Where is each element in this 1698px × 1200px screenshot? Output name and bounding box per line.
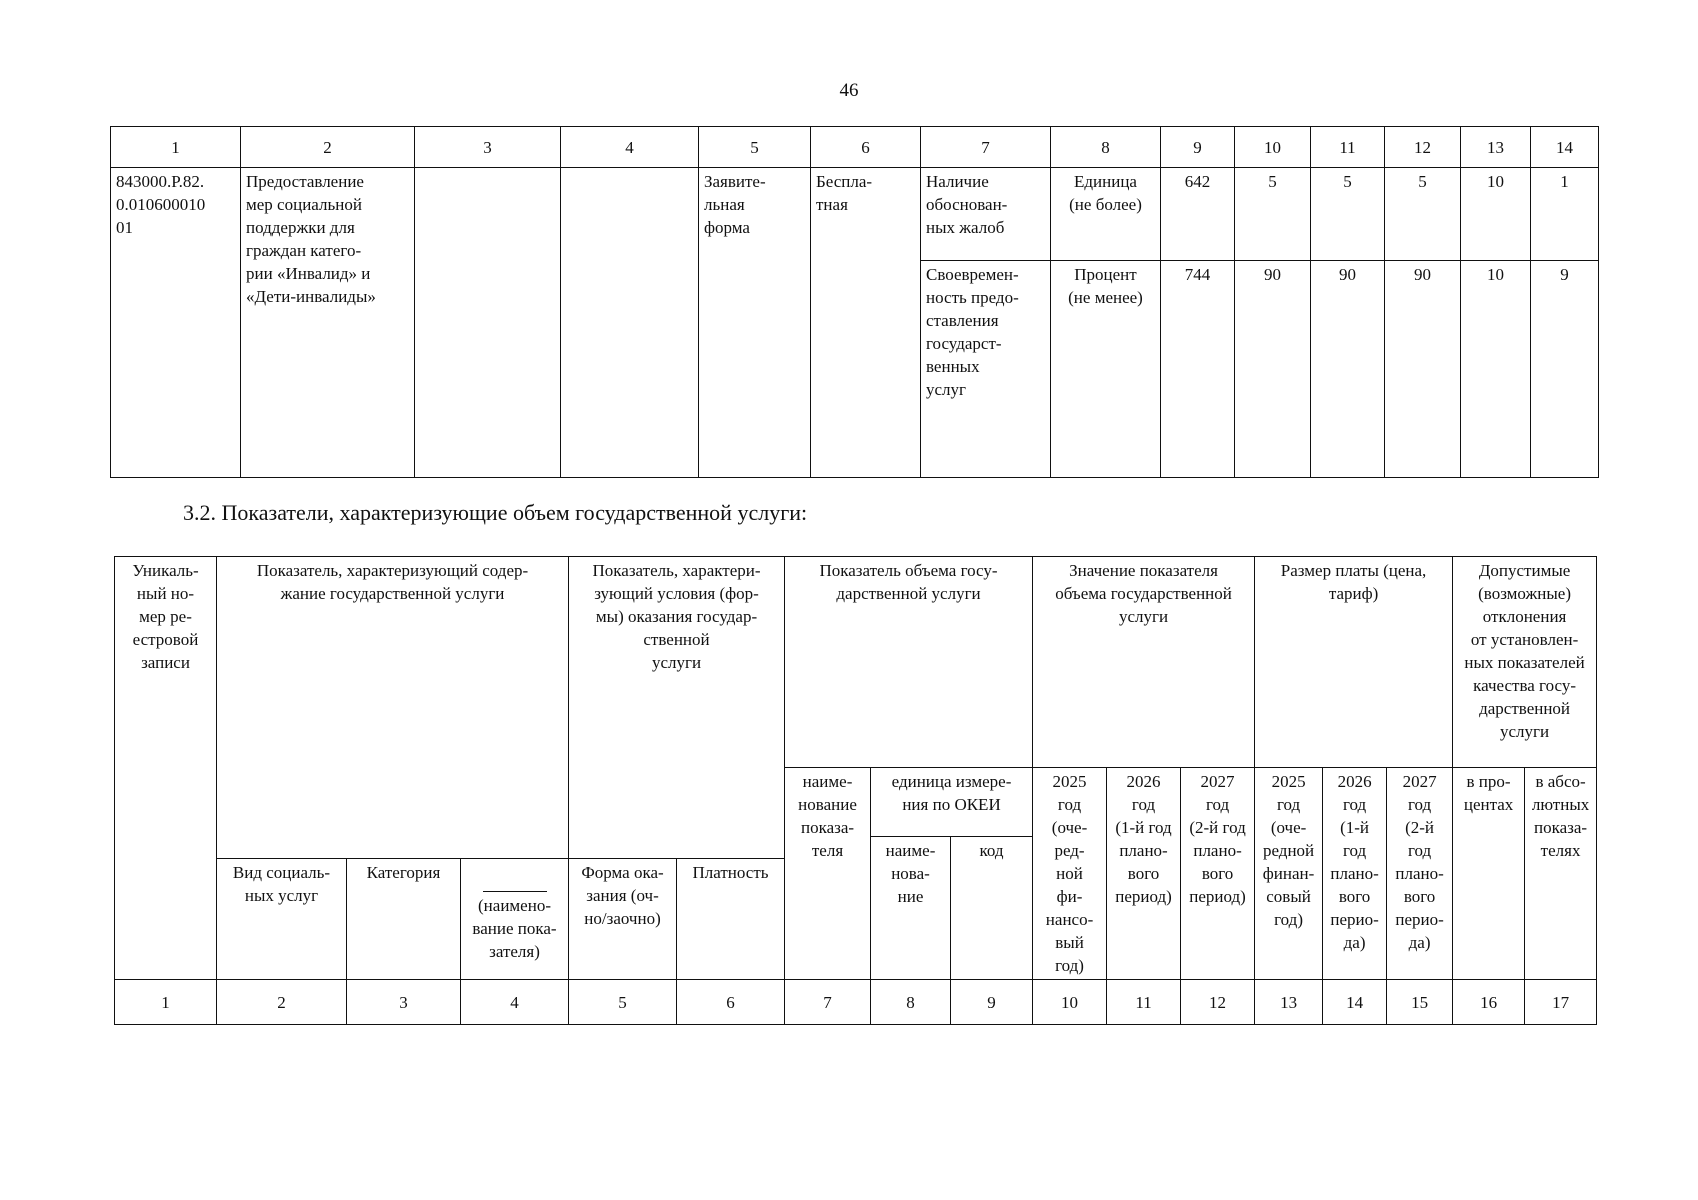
header-conditions-indicator: Показатель, характери- зующий условия (фор- мы) оказания государ- ственной услуги (569, 557, 785, 859)
col-number: 13 (1255, 980, 1323, 1025)
col-number: 15 (1387, 980, 1453, 1025)
okei-code: 642 (1161, 168, 1235, 261)
col-number: 14 (1323, 980, 1387, 1025)
header-indicator-blank-label: (наимено- вание пока- зателя) (472, 896, 557, 961)
column-number-row (115, 980, 1597, 1025)
unit: Единица (не более) (1051, 168, 1161, 261)
empty-cell (415, 168, 561, 478)
value-2026: 90 (1311, 261, 1385, 478)
header-fee-2027: 2027 год (2-й год плано- вого перио- да) (1387, 768, 1453, 980)
header-deviation: Допустимые (возможные) отклонения от установлен- ных показателей качества госу- дарственной услуги (1453, 557, 1597, 768)
header-fee: Размер платы (цена, тариф) (1255, 557, 1453, 768)
value-2025: 5 (1235, 168, 1311, 261)
col-number: 6 (811, 127, 921, 168)
header-unit-code: код (951, 837, 1033, 980)
header-value-2027: 2027 год (2-й год плано- вого период) (1181, 768, 1255, 980)
header-unique-number: Уникаль- ный но- мер ре- естровой записи (115, 557, 217, 980)
col-number: 11 (1311, 127, 1385, 168)
col-number: 3 (415, 127, 561, 168)
registry-number: 843000.Р.82. 0.010600010 01 (111, 168, 241, 478)
header-deviation-absolute: в абсо- лютных показа- телях (1525, 768, 1597, 980)
header-payment: Платность (677, 859, 785, 980)
col-number: 3 (347, 980, 461, 1025)
header-fee-2025: 2025 год (оче- редной финан- совый год) (1255, 768, 1323, 980)
col-number: 5 (569, 980, 677, 1025)
deviation-percent: 10 (1461, 261, 1531, 478)
header-service-form: Форма ока- зания (оч- но/заочно) (569, 859, 677, 980)
indicator-name: Своевремен- ность предо- ставления государст- венных услуг (921, 261, 1051, 478)
header-fee-2026: 2026 год (1-й год плано- вого перио- да) (1323, 768, 1387, 980)
header-content-indicator: Показатель, характеризующий содер- жание государственной услуги (217, 557, 569, 859)
col-number: 7 (921, 127, 1051, 168)
service-form: Заявите- льная форма (699, 168, 811, 478)
col-number: 10 (1033, 980, 1107, 1025)
quality-indicators-table (110, 126, 1599, 478)
col-number: 1 (111, 127, 241, 168)
blank-line (483, 891, 547, 892)
col-number: 5 (699, 127, 811, 168)
service-payment: Беспла- тная (811, 168, 921, 478)
header-volume-indicator: Показатель объема госу- дарственной услуги (785, 557, 1033, 768)
value-2027: 5 (1385, 168, 1461, 261)
value-2025: 90 (1235, 261, 1311, 478)
col-number: 17 (1525, 980, 1597, 1025)
col-number: 16 (1453, 980, 1525, 1025)
indicator-name: Наличие обоснован- ных жалоб (921, 168, 1051, 261)
header-value-2025: 2025 год (оче- ред- ной фи- нансо- вый год) (1033, 768, 1107, 980)
deviation-absolute: 9 (1531, 261, 1599, 478)
volume-indicators-table (114, 556, 1597, 1025)
col-number: 11 (1107, 980, 1181, 1025)
deviation-absolute: 1 (1531, 168, 1599, 261)
okei-code: 744 (1161, 261, 1235, 478)
col-number: 2 (241, 127, 415, 168)
table-row (111, 168, 1599, 261)
section-title: 3.2. Показатели, характеризующие объем государственной услуги: (183, 500, 808, 525)
col-number: 12 (1385, 127, 1461, 168)
page-number: 46 (839, 80, 859, 101)
service-name: Предоставление мер социальной поддержки для граждан катего- рии «Инвалид» и «Дети-инвалиды» (241, 168, 415, 478)
col-number: 7 (785, 980, 871, 1025)
header-unit-name: наиме- нова- ние (871, 837, 951, 980)
col-number: 14 (1531, 127, 1599, 168)
deviation-percent: 10 (1461, 168, 1531, 261)
header-value-2026: 2026 год (1-й год плано- вого период) (1107, 768, 1181, 980)
col-number: 6 (677, 980, 785, 1025)
header-category: Категория (347, 859, 461, 980)
col-number: 13 (1461, 127, 1531, 168)
column-number-row (111, 127, 1599, 168)
header-indicator-blank (461, 859, 569, 980)
col-number: 10 (1235, 127, 1311, 168)
value-2027: 90 (1385, 261, 1461, 478)
header-row (115, 557, 1597, 768)
col-number: 2 (217, 980, 347, 1025)
header-indicator-name: наиме- нование показа- теля (785, 768, 871, 980)
header-unit-okei: единица измере- ния по ОКЕИ (871, 768, 1033, 837)
col-number: 9 (951, 980, 1033, 1025)
col-number: 8 (1051, 127, 1161, 168)
header-deviation-percent: в про- центах (1453, 768, 1525, 980)
header-indicator-value: Значение показателя объема государственной услуги (1033, 557, 1255, 768)
col-number: 9 (1161, 127, 1235, 168)
col-number: 4 (561, 127, 699, 168)
header-service-type: Вид социаль- ных услуг (217, 859, 347, 980)
col-number: 1 (115, 980, 217, 1025)
col-number: 8 (871, 980, 951, 1025)
col-number: 4 (461, 980, 569, 1025)
empty-cell (561, 168, 699, 478)
unit: Процент (не менее) (1051, 261, 1161, 478)
col-number: 12 (1181, 980, 1255, 1025)
value-2026: 5 (1311, 168, 1385, 261)
